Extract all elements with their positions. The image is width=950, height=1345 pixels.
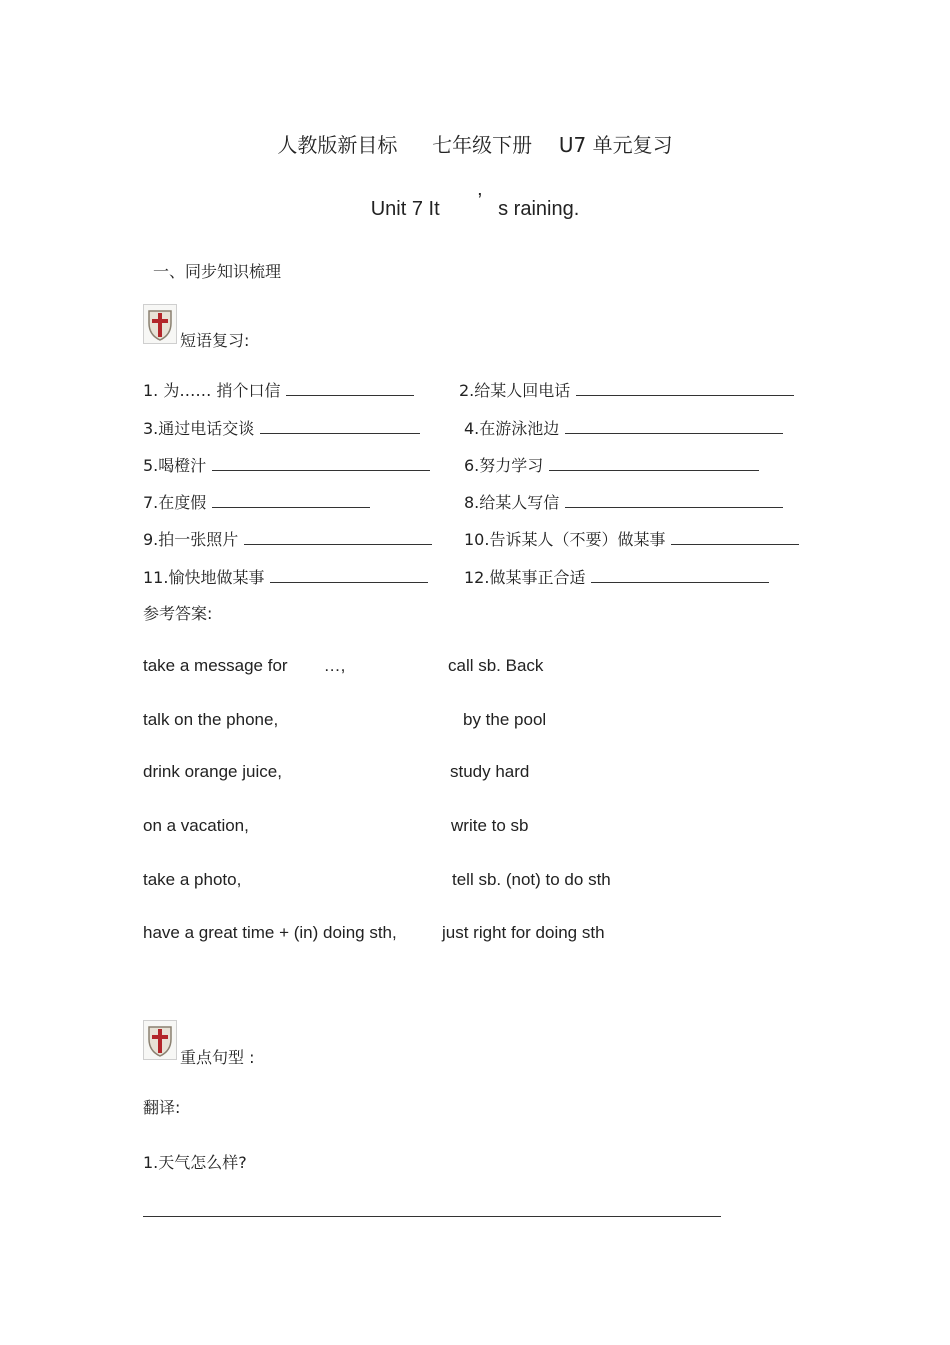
exercise-9 bbox=[143, 527, 432, 550]
exercise-3 bbox=[143, 416, 420, 439]
answer-blank[interactable] bbox=[212, 493, 370, 508]
exercise-3-text: 3.通过电话交谈 bbox=[143, 419, 255, 438]
answer-blank[interactable] bbox=[576, 381, 794, 396]
exercise-6-text: 6.努力学习 bbox=[464, 456, 544, 475]
answer-blank[interactable] bbox=[212, 456, 430, 471]
title-part-publisher: 人教版新目标 bbox=[277, 133, 398, 157]
answer-blank[interactable] bbox=[260, 419, 420, 434]
exercise-4 bbox=[464, 416, 783, 439]
shield-cross-icon bbox=[143, 304, 177, 344]
answer-10-right: tell sb. (not) to do sth bbox=[452, 870, 611, 889]
answer-1-extra: …, bbox=[323, 656, 346, 675]
exercise-4-text: 4.在游泳池边 bbox=[464, 419, 560, 438]
exercise-10-text: 10.告诉某人（不要）做某事 bbox=[464, 530, 666, 549]
answer-blank[interactable] bbox=[549, 456, 759, 471]
exercise-1 bbox=[143, 378, 414, 401]
phrase-review-label: 短语复习: bbox=[180, 331, 250, 350]
answer-6-right: study hard bbox=[450, 762, 530, 781]
exercise-1-text: 1. 为…… 捎个口信 bbox=[143, 381, 281, 400]
answer-blank[interactable] bbox=[671, 530, 799, 545]
answers-label: 参考答案: bbox=[143, 604, 213, 623]
answer-blank[interactable] bbox=[591, 568, 769, 583]
exercise-7 bbox=[143, 490, 370, 513]
answer-12-right: just right for doing sth bbox=[442, 923, 605, 942]
shield-cross-icon bbox=[143, 1020, 177, 1060]
exercise-8-text: 8.给某人写信 bbox=[464, 493, 560, 512]
subtitle-part-a: Unit 7 It bbox=[370, 198, 440, 220]
subtitle-apostrophe: ’ bbox=[477, 190, 483, 212]
answer-blank[interactable] bbox=[286, 381, 414, 396]
exercise-2 bbox=[459, 378, 794, 401]
answer-9-left: take a photo, bbox=[143, 870, 242, 889]
answer-blank[interactable] bbox=[565, 419, 783, 434]
exercise-9-text: 9.拍一张照片 bbox=[143, 530, 239, 549]
exercise-5-text: 5.喝橙汁 bbox=[143, 456, 207, 475]
exercise-12-text: 12.做某事正合适 bbox=[464, 568, 586, 587]
title-part-unit: U7 单元复习 bbox=[558, 133, 673, 157]
key-sentences-label: 重点句型 : bbox=[180, 1048, 255, 1067]
page-title bbox=[0, 129, 950, 158]
answer-1-text: take a message for bbox=[143, 656, 288, 675]
translate-label: 翻译: bbox=[143, 1098, 181, 1117]
question-1: 1.天气怎么样? bbox=[143, 1153, 247, 1172]
exercise-11 bbox=[143, 565, 428, 588]
exercise-5 bbox=[143, 453, 430, 476]
answer-blank[interactable] bbox=[270, 568, 428, 583]
answer-8-right: write to sb bbox=[451, 816, 529, 835]
answer-blank[interactable] bbox=[244, 530, 432, 545]
exercise-2-text: 2.给某人回电话 bbox=[459, 381, 571, 400]
exercise-8 bbox=[464, 490, 783, 513]
answer-1-left bbox=[143, 656, 345, 676]
answer-line[interactable] bbox=[143, 1216, 721, 1217]
answer-4-right: by the pool bbox=[463, 710, 547, 729]
answer-3-left: talk on the phone, bbox=[143, 710, 279, 729]
exercise-12 bbox=[464, 565, 769, 588]
exercise-11-text: 11.愉快地做某事 bbox=[143, 568, 265, 587]
answer-blank[interactable] bbox=[565, 493, 783, 508]
subtitle-part-b: s raining. bbox=[498, 198, 580, 220]
page-subtitle bbox=[0, 190, 950, 221]
answer-11-left: have a great time + (in) doing sth, bbox=[143, 923, 397, 942]
exercise-7-text: 7.在度假 bbox=[143, 493, 207, 512]
section-heading-sync-knowledge: 一、同步知识梳理 bbox=[153, 262, 282, 281]
answer-5-left: drink orange juice, bbox=[143, 762, 282, 781]
exercise-10 bbox=[464, 527, 799, 550]
answer-7-left: on a vacation, bbox=[143, 816, 249, 835]
exercise-6 bbox=[464, 453, 759, 476]
answer-2-right: call sb. Back bbox=[448, 656, 544, 675]
title-part-grade: 七年级下册 bbox=[432, 133, 533, 157]
